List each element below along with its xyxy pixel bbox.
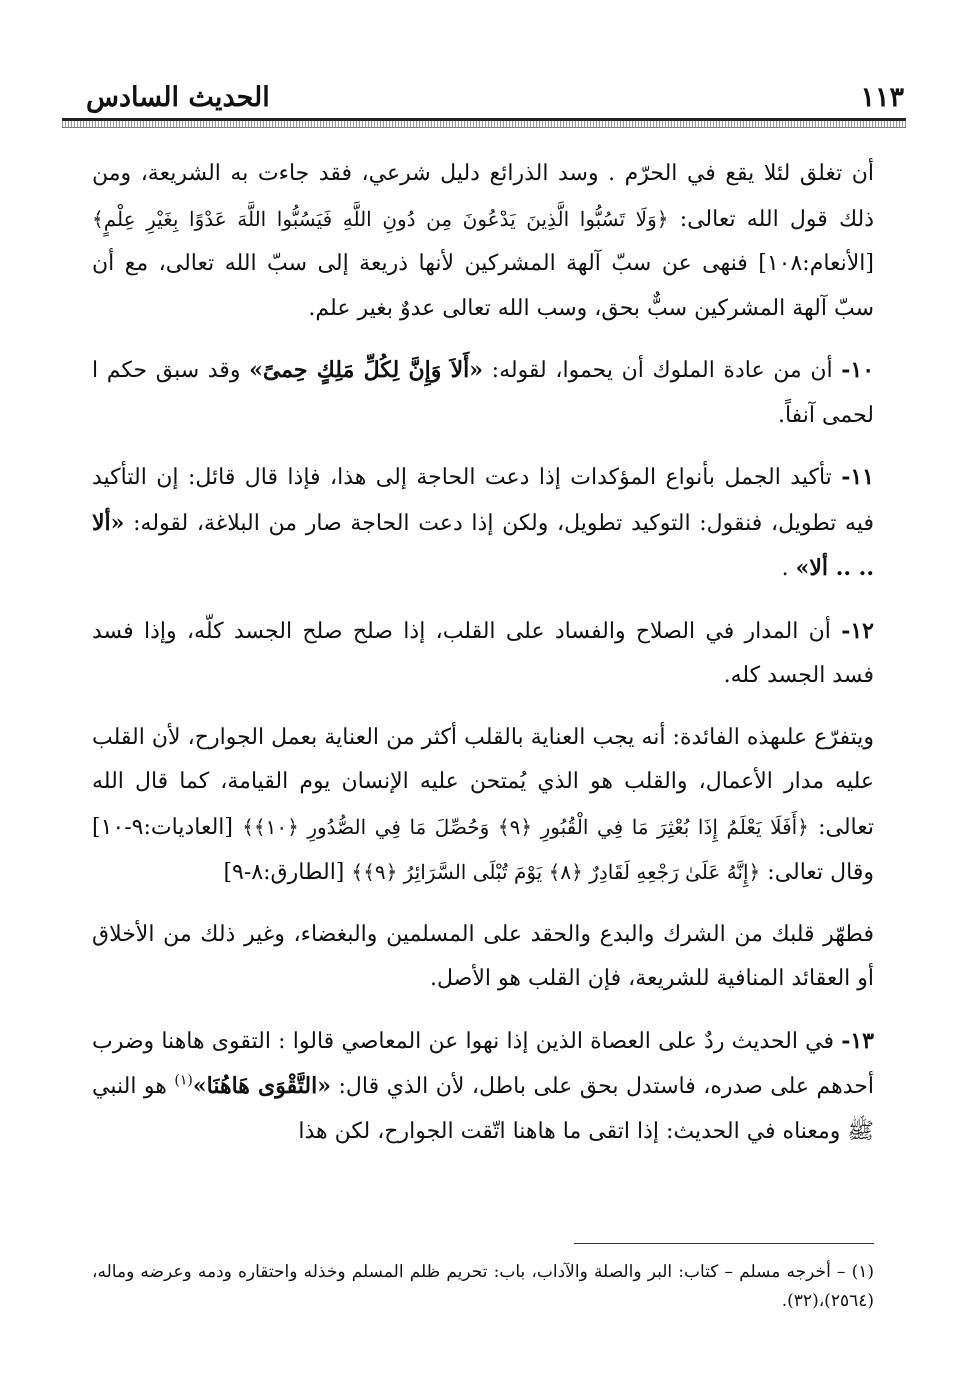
text-run: فطهّر قلبك من الشرك والبدع والحقد على المسلمين والبغضاء، وغير ذلك من الأخلاق أو العقائد المنافية للشريعة، فإن القلب هو الأصل. — [92, 921, 874, 991]
paragraph — [92, 455, 874, 592]
footnote-rule — [574, 1243, 874, 1244]
text-run: في الحديث ردٌ على العصاة الذين إذا نهوا عن المعاصي قالوا : التقوى هاهنا وضرب أحدهم على صدره، فاستدل بحق على باطل، لأن الذي قال: — [92, 1028, 875, 1099]
text-run: أن تغلق لئلا يقع في الحرّم . وسد الذرائع دليل شرعي، فقد جاءت به الشريعة، ومن ذلك قول الله تعالى: — [92, 161, 875, 232]
paragraph — [92, 716, 874, 896]
text-run: تأكيد الجمل بأنواع المؤكدات إذا دعت الحاجة إلى هذا، فإذا قال قائل: إن التأكيد فيه تطويل، فنقول: التوكيد تطويل، ولكن إذا دعت الحاجة صار من البلاغة، لقوله: — [92, 465, 875, 536]
quran-verse: ﴿وَلَا تَسُبُّوا الَّذِينَ يَدْعُونَ مِن دُونِ اللَّهِ فَيَسُبُّوا اللَّهَ عَدْوًا بِغَيْرِ عِلْمٍ﴾ — [92, 206, 669, 231]
text-run: [العاديات:٩-١٠] وقال تعالى: — [92, 814, 874, 885]
item-number: ١٠- — [841, 357, 875, 383]
quran-verse: ﴿إِنَّهُ عَلَىٰ رَجْعِهِ لَقَادِرٌ ﴿٨﴾ يَوْمَ تُبْلَى السَّرَائِرُ ﴿٩﴾﴾ — [351, 860, 761, 884]
hadith-quote: «أَلاَ وَإِنَّ لِكُلِّ مَلِكٍ حِمىً» — [249, 357, 484, 383]
text-run: [الطارق:٨-٩] — [223, 860, 345, 885]
text-run: وقد سبق حكم ا لحمى آنفاً. — [92, 358, 874, 428]
header-rule — [62, 118, 906, 128]
quran-verse: ﴿أَفَلَا يَعْلَمُ إِذَا بُعْثِرَ مَا فِي الْقُبُورِ ﴿٩﴾ وَحُصِّلَ مَا فِي الصُّدُورِ ﴿١٠﴾﴾ — [242, 814, 809, 839]
text-run: . — [781, 556, 789, 581]
running-header — [62, 80, 906, 120]
item-number: ١٢- — [841, 617, 874, 644]
chapter-title: الحديث السادس — [86, 82, 270, 113]
footnote: (١) – أخرجه مسلم – كتاب: البر والصلة والآداب، باب: تحريم ظلم المسلم وخذله واحتقاره ودمه وعرضه وماله، (٢٥٦٤)،(٣٢). — [92, 1262, 874, 1311]
paragraph — [92, 152, 874, 331]
text-run: هو النبي ﷺ ومعناه في الحديث: إذا اتقى ما هاهنا اتّقت الجوارح، لكن هذا — [92, 1074, 874, 1144]
item-number: ١٣- — [841, 1027, 874, 1054]
text-run: أن من عادة الملوك أن يحموا، لقوله: — [491, 358, 833, 383]
text-run: ويتفرّع علىهذه الفائدة: أنه يجب العناية بالقلب أكثر من العناية بعمل الجوارح، لأن القلب عليه مدار الأعمال، والقلب هو الذي يُمتحن عليه الإنسان يوم القيامة، كما قال الله تعالى: — [92, 724, 874, 840]
main-text — [92, 152, 874, 1171]
hadith-quote: «ألا .. .. ألا» — [92, 509, 874, 581]
paragraph — [92, 348, 874, 438]
paragraph — [92, 913, 874, 1002]
text-run: أن المدار في الصلاح والفساد على القلب، إذا صلح صلح الجسد كلّه، وإذا فسد فسد الجسد كله. — [92, 618, 874, 688]
footnote-reference[interactable]: (١) — [174, 1072, 193, 1089]
text-run: [الأنعام:١٠٨] فنهى عن سبّ آلهة المشركين لأنها ذريعة إلى سبّ الله تعالى، مع أن سبّ آلهة المشركين سبٌّ بحق، وسب الله تعالى عدوٌ بغير علم. — [92, 251, 874, 321]
item-number: ١١- — [841, 464, 874, 490]
hadith-quote: «التَّقْوَى هَاهُنَا» — [192, 1073, 331, 1099]
page-number: ١١٣ — [860, 82, 904, 113]
paragraph — [92, 1019, 874, 1155]
paragraph — [92, 609, 874, 699]
